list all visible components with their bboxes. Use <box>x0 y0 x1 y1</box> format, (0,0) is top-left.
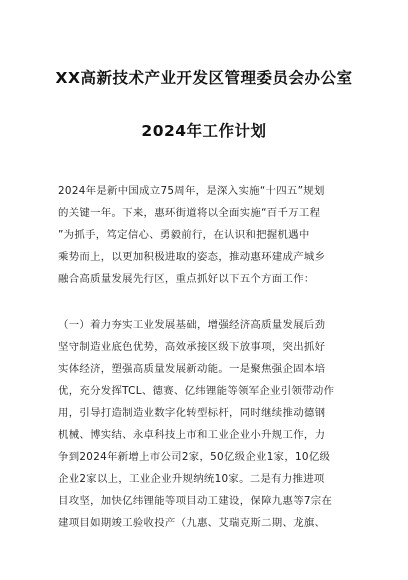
section-line: 企业2家以上，工业企业升规纳统10家。二是有力推进项 <box>58 473 325 485</box>
document-subtitle: 2024年工作计划 <box>141 122 267 140</box>
section-line: 优，充分发挥TCL、德赛、亿纬锂能等领军企业引领带动作 <box>58 385 335 397</box>
document-title: XX高新技术产业开发区管理委员会办公室 <box>55 69 353 87</box>
intro-line: 2024年是新中国成立75周年，是深入实施“十四五”规划 <box>58 185 325 197</box>
intro-line: 融合高质量发展先行区，重点抓好以下五个方面工作： <box>58 273 315 285</box>
section-line: 实体经济，塑强高质量发展新动能。一是聚焦强企固本培 <box>58 363 326 375</box>
intro-line: ”为抓手，笃定信心、勇毅前行，在认识和把握机遇中 <box>58 229 310 241</box>
intro-line: 的关键一年。下来，惠环街道将以全面实施“百千万工程 <box>58 207 321 219</box>
section-line: 坚守制造业底色优势，高效承接区级下放事项，突出抓好 <box>58 341 326 353</box>
intro-line: 乘势而上，以更加积极进取的姿态，推动惠环建成产城乡 <box>58 251 326 263</box>
section-line: 建项目如期竣工验收投产（九惠、艾瑞克斯二期、龙旗、 <box>58 517 326 529</box>
section-line: 目攻坚，加快亿纬锂能等项目动工建设，保障九惠等7宗在 <box>58 495 333 507</box>
section-line: 争到2024年新增上市公司2家，50亿级企业1家，10亿级 <box>58 451 331 463</box>
section-line: 机械、博实结、永卓科技上市和工业企业小升规工作，力 <box>58 429 326 441</box>
section-line: 用，引导打造制造业数字化转型标杆，同时继续推动德钢 <box>58 407 326 419</box>
section-line: （一）着力夯实工业发展基础，增强经济高质量发展后劲 <box>58 319 326 331</box>
